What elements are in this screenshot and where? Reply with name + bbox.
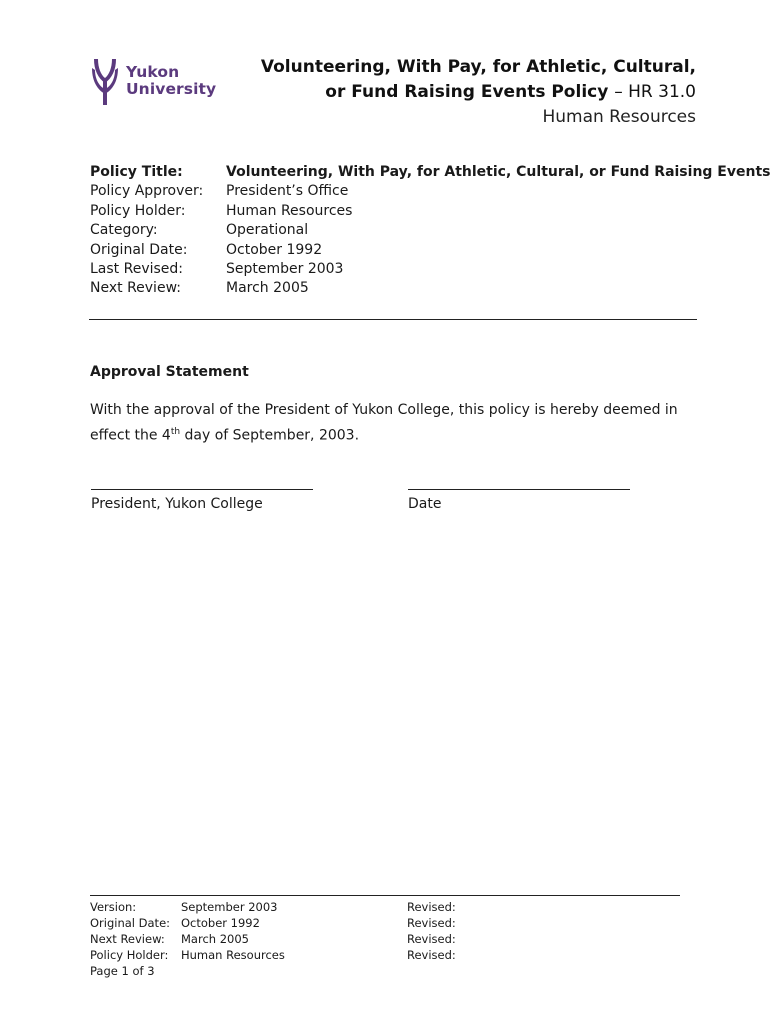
revised-label: Revised: — [407, 916, 456, 930]
title-line-2 — [261, 80, 696, 105]
approval-text-before: With the approval of the President of Yukon College, this policy is hereby deemed in effect the 4 — [90, 402, 678, 444]
revised-label: Revised: — [407, 932, 456, 946]
signature-line — [91, 489, 313, 490]
meta-value: March 2005 — [226, 280, 309, 297]
footer-row — [90, 947, 285, 963]
meta-value: President’s Office — [226, 183, 349, 200]
revised-label: Revised: — [407, 948, 456, 962]
footer-label: Original Date: — [90, 916, 171, 930]
footer-row — [90, 931, 285, 947]
meta-label: Policy Holder: — [90, 202, 186, 219]
footer-label: Policy Holder: — [90, 948, 169, 962]
meta-label: Original Date: — [90, 241, 188, 258]
meta-row — [90, 182, 770, 201]
meta-value: Operational — [226, 222, 309, 239]
footer-label: Next Review: — [90, 932, 165, 946]
signature-line — [408, 489, 630, 490]
footer-value: September 2003 — [181, 900, 278, 914]
page-number: Page 1 of 3 — [90, 964, 155, 978]
yukon-university-logo — [90, 56, 216, 106]
date-signature-field — [408, 489, 630, 512]
meta-value: September 2003 — [226, 261, 344, 278]
meta-row — [90, 202, 770, 221]
approval-statement — [90, 399, 710, 447]
meta-row — [90, 279, 770, 298]
logo-line-1: Yukon — [126, 63, 180, 81]
yukon-leaf-icon — [90, 56, 120, 106]
document-title-block — [261, 55, 696, 130]
meta-row — [90, 241, 770, 260]
department: Human Resources — [542, 107, 696, 127]
title-text: or Fund Raising Events Policy — [325, 82, 609, 102]
revised-label: Revised: — [407, 900, 456, 914]
logo-line-2: University — [126, 80, 217, 98]
approval-heading: Approval Statement — [90, 364, 249, 380]
footer-value: Human Resources — [181, 948, 285, 962]
meta-label: Last Revised: — [90, 261, 184, 278]
footer-row — [90, 915, 285, 931]
meta-value: October 1992 — [226, 241, 323, 258]
footer-revisions — [407, 899, 456, 963]
footer-divider — [90, 895, 680, 896]
date-label: Date — [408, 496, 442, 512]
footer-row — [90, 899, 285, 915]
signature-label: President, Yukon College — [91, 496, 263, 512]
footer-value: March 2005 — [181, 932, 249, 946]
meta-value: Volunteering, With Pay, for Athletic, Cultural, or Fund Raising Events — [226, 164, 770, 180]
president-signature-field — [91, 489, 313, 512]
meta-label: Category: — [90, 222, 158, 239]
footer-value: October 1992 — [181, 916, 260, 930]
meta-row — [90, 260, 770, 279]
meta-value: Human Resources — [226, 202, 353, 219]
approval-text-after: day of September, 2003. — [180, 427, 360, 444]
policy-code: – HR 31.0 — [614, 82, 696, 102]
meta-row — [90, 163, 770, 182]
meta-row — [90, 221, 770, 240]
policy-metadata — [90, 163, 770, 299]
meta-label: Policy Approver: — [90, 183, 204, 200]
title-line-1: Volunteering, With Pay, for Athletic, Cultural, — [260, 57, 696, 77]
meta-label: Policy Title: — [90, 164, 183, 180]
header-divider — [89, 319, 697, 320]
footer-info — [90, 899, 285, 979]
ordinal-suffix: th — [170, 427, 181, 437]
meta-label: Next Review: — [90, 280, 181, 297]
footer-label: Version: — [90, 900, 137, 914]
logo-wordmark — [126, 64, 216, 98]
